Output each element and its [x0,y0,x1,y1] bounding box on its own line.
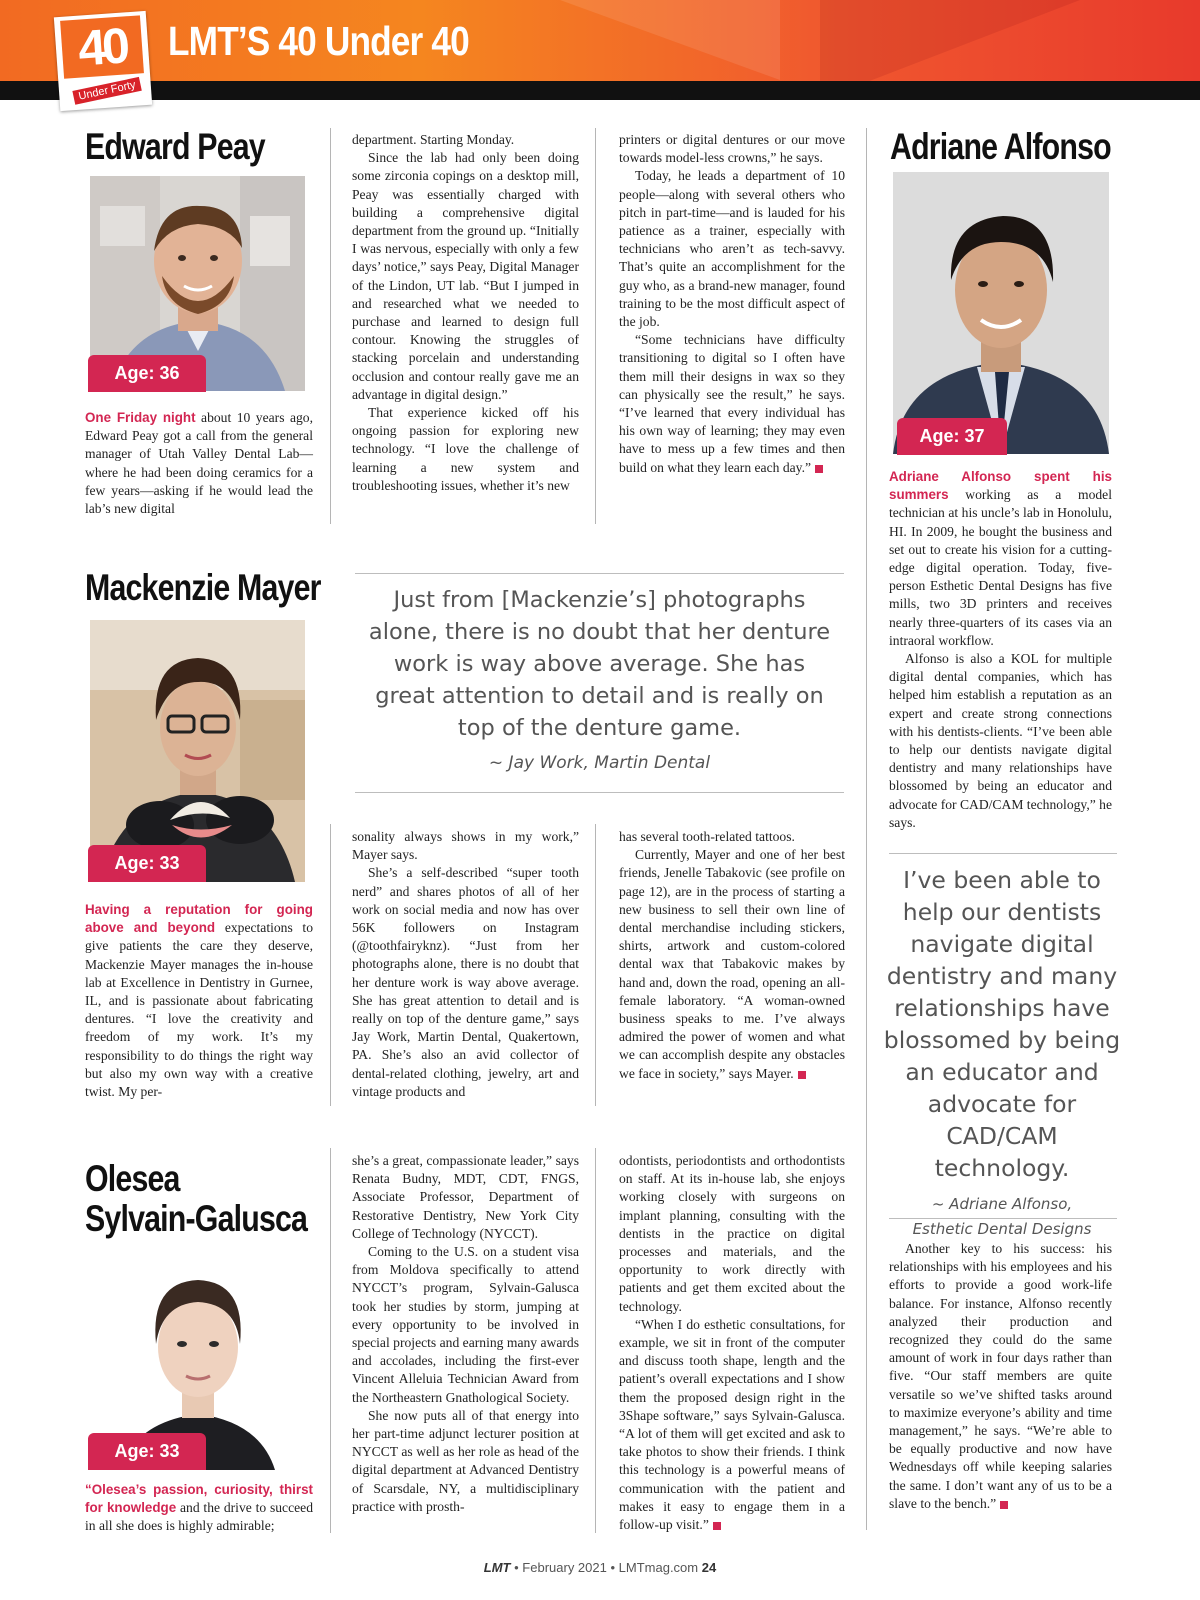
body-text: Since the lab had only been doing some zirconia copings on a desktop mill, Peay was essentially charged with building a comprehensive digital department from the ground up. “Initially I was nervous, especially with only a few days’ notice,” says Peay, Digital Manager of the Lindon, UT lab. “But I jumped in and researched what we needed to purchase and learned to design full contour. Knowing the struggles of stacking porcelain and understanding occlusion and contour really gave me an advantage in digital design.” [352,150,579,402]
body-text: has several tooth-related tattoos. [619,829,795,844]
page-number: 24 [701,1560,717,1575]
body-text: printers or digital dentures or our move towards model-less crowns,” he says. [619,132,845,166]
body-text: Coming to the U.S. on a student visa from Moldova specifically to attend NYCCT’s program, Sylvain-Galusca took her studies by storm, jumping at every opportunity to be involved in special projects and earning many awards and accolades, including the first-ever Vincent Alleluia Technician Award from the Northeastern Gnathological Society. [352,1244,579,1405]
column-divider [330,824,331,1106]
portrait-photo [893,172,1109,454]
body-text: Another key to his success: his relationships with his employees and his efforts to provide a good work-life balance. For instance, Alfonso recently analyzed their production and recognized they could do the same amount of work in four days rather than five. “Our staff members are quite versatile so we’ve shifted tasks around to maximize everyone’s ability and time management,” he says. “We’re able to be equally productive and now have Wednesdays off while keeping salaries the same. I don’t want any of us to be a slave to the bench.” [889,1241,1112,1511]
profile-name: Adriane Alfonso [890,126,1111,167]
body-text: “Some technicians have difficulty transitioning to digital so I often have them mill their designs in wax so they can physically see the result,” he says. “I’ve learned that every individual has his own way of learning; they may even have to mess up a few times and then build on what they learn each day.” [619,332,845,475]
age-badge: Age: 33 [88,1433,206,1470]
portrait-illustration [893,172,1109,454]
article-column [619,1152,845,1534]
age-badge: Age: 37 [897,418,1007,455]
profile-name: Olesea [85,1158,180,1199]
quote-rule [889,853,1117,854]
end-mark-icon [1000,1501,1008,1509]
article-column [889,468,1112,832]
footer-separator: • [610,1560,619,1575]
age-badge: Age: 33 [88,845,206,882]
body-text: She now puts all of that energy into her part-time adjunct lecturer position at NYCCT as well as her role as head of the digital department at Advanced Dentistry of Scarsdale, NY, a multidisciplinary practice with prosth- [352,1407,579,1514]
end-mark-icon [815,465,823,473]
body-text: expectations to give patients the care they deserve, Mackenzie Mayer manages the in-house lab at Excellence in Dentistry in Gurnee, IL, and is passionate about fabricating dentures. “I love the creativity and freedom of my work. It’s my responsibility to do things the right way but also my own way with a creative twist. My per- [85,920,314,1100]
logo-caption: Under Forty [72,77,142,105]
footer-separator: • [514,1560,523,1575]
article-column [85,901,313,1101]
pull-quote-attribution: Esthetic Dental Designs [912,1220,1092,1238]
pull-quote-text: Just from [Mackenzie’s] photographs alone, there is no doubt that her denture work is way above average. She has great attention to detail and is really on top of the denture game. [368,587,831,741]
banner-facet [560,0,780,80]
body-text: she’s a great, compassionate leader,” says Renata Budny, MDT, CDT, FNGS, Associate Professor, Department of Restorative Dentistry, New York City College of Technology (NYCCT). [352,1153,579,1241]
article-column [352,1152,579,1516]
pull-quote [880,864,1124,1242]
quote-rule [889,1218,1117,1219]
page-footer [0,1560,1200,1575]
article-column [889,1240,1112,1513]
article-column [352,828,579,1101]
column-divider [595,1148,596,1533]
profile-name: Sylvain-Galusca [85,1198,308,1239]
body-text: She’s a self-described “super tooth nerd” and shares photos of all of her work on social media and now has over 56K followers on Instagram (@toothfairyknz). “Just from her photographs alone, there is no doubt that her denture work is way above average. She has great attention to detail and is really on top of the denture game,” says Jay Work, Martin Dental, Quakertown, PA. She’s also an avid collector of dental-related clothing, jewelry, art and vintage products and [352,865,579,1099]
article-column [352,131,579,495]
end-mark-icon [713,1522,721,1530]
pull-quote-attribution: ~ Adriane Alfonso, [931,1195,1073,1213]
footer-magazine: LMT [483,1560,511,1575]
article-column [85,1481,313,1536]
column-divider [330,1148,331,1533]
column-divider [330,128,331,524]
quote-rule [355,573,844,574]
lead-in: Having a reputation for going above and beyond [85,902,313,936]
section-title: LMT’S 40 Under 40 [168,18,469,64]
body-text: about 10 years ago, Edward Peay got a call from the general manager of Utah Valley Dental Lab—where he had been doing ceramics for a few years—asking if he would lead the lab’s new digital [85,410,313,517]
article-column [619,828,845,1083]
portrait-illustration [90,620,305,882]
footer-site: LMTmag.com [618,1560,699,1575]
pull-quote-attribution: ~ Jay Work, Martin Dental [488,753,711,773]
body-text: odontists, periodontists and orthodontists on staff. At its in-house lab, she enjoys working closely with surgeons on implant planning, consulting with the dentists in the practice on digital processes and materials, and the opportunity to work directly with patients and get them excited about the technology. [619,1153,845,1314]
lead-in: Adriane Alfonso spent his summers [889,469,1112,503]
body-text: department. Starting Monday. [352,132,515,147]
column-divider [595,128,596,524]
body-text: and the drive to succeed in all she does is highly admirable; [85,1500,313,1534]
quote-rule [355,792,844,793]
end-mark-icon [798,1071,806,1079]
column-divider [866,128,867,1530]
body-text: “When I do esthetic consultations, for example, we sit in front of the computer and discuss tooth shape, length and the patient’s overall expectations and I show them the proposed design right in the 3Shape software,” says Sylvain-Galusca. “A lot of them will get excited and ask to take photos to show their friends. I think this technology is a powerful means of communication with the patient and makes it easy to engage them in a follow-up visit.” [619,1316,845,1533]
age-badge: Age: 36 [88,355,206,392]
portrait-photo [90,620,305,882]
pull-quote-text: I’ve been able to help our dentists navigate digital dentistry and many relationships have blossomed by being an educator and advocate for CAD/CAM technology. [883,866,1121,1182]
body-text: Alfonso is also a KOL for multiple digital dental companies, which has helped him establish a reputation as an expert and create strong connections with his dentists-clients. “I’ve been able to help our dentists navigate digital dentistry and many relationships have blossomed by being an educator and advocate for CAD/CAM technology,” he says. [889,651,1112,830]
lead-in: One Friday night [85,410,196,425]
header-rule [0,81,1200,100]
pull-quote [355,584,844,776]
article-column [619,131,845,477]
body-text: working as a model technician at his uncle’s lab in Honolulu, HI. In 2009, he bought the business and set out to create his vision for a cutting-edge digital operation. Today, five-person Esthetic Dental Designs has five mills, two 3D printers and receives nearly three-quarters of its cases via an intraoral workflow. [889,487,1112,648]
lead-in: “Olesea’s passion, curiosity, thirst for knowledge [85,1482,313,1516]
forty-under-forty-logo [54,11,152,111]
profile-name: Edward Peay [85,126,265,167]
footer-date: February 2021 [522,1560,607,1575]
article-column [85,409,313,518]
body-text: Currently, Mayer and one of her best friends, Jenelle Tabakovic (see profile on page 12), are in the process of starting a new business to sell their own line of dental merchandise including stickers, shirts, artwork and custom-colored dental wax that Tabakovic makes by hand and, down the road, opening an all-female laboratory. “A woman-owned business speaks to me. I’ve always admired the power of women and what we can accomplish despite any obstacles we face in society,” says Mayer. [619,847,845,1081]
body-text: Today, he leads a department of 10 people—along with several others who pitch in part-time—and is lauded for his patience as a trainer, especially with technicians who aren’t as tech-savvy. That’s quite an accomplishment for the guy who, as a brand-new manager, found training to be the most difficult aspect of the job. [619,168,845,330]
body-text: That experience kicked off his ongoing passion for exploring new technology. “I love the challenge of learning a new system and troubleshooting issues, whether it’s new [352,405,579,493]
body-text: sonality always shows in my work,” Mayer says. [352,829,579,863]
profile-name: Mackenzie Mayer [85,567,321,608]
column-divider [595,824,596,1106]
logo-number: 40 [60,15,144,78]
